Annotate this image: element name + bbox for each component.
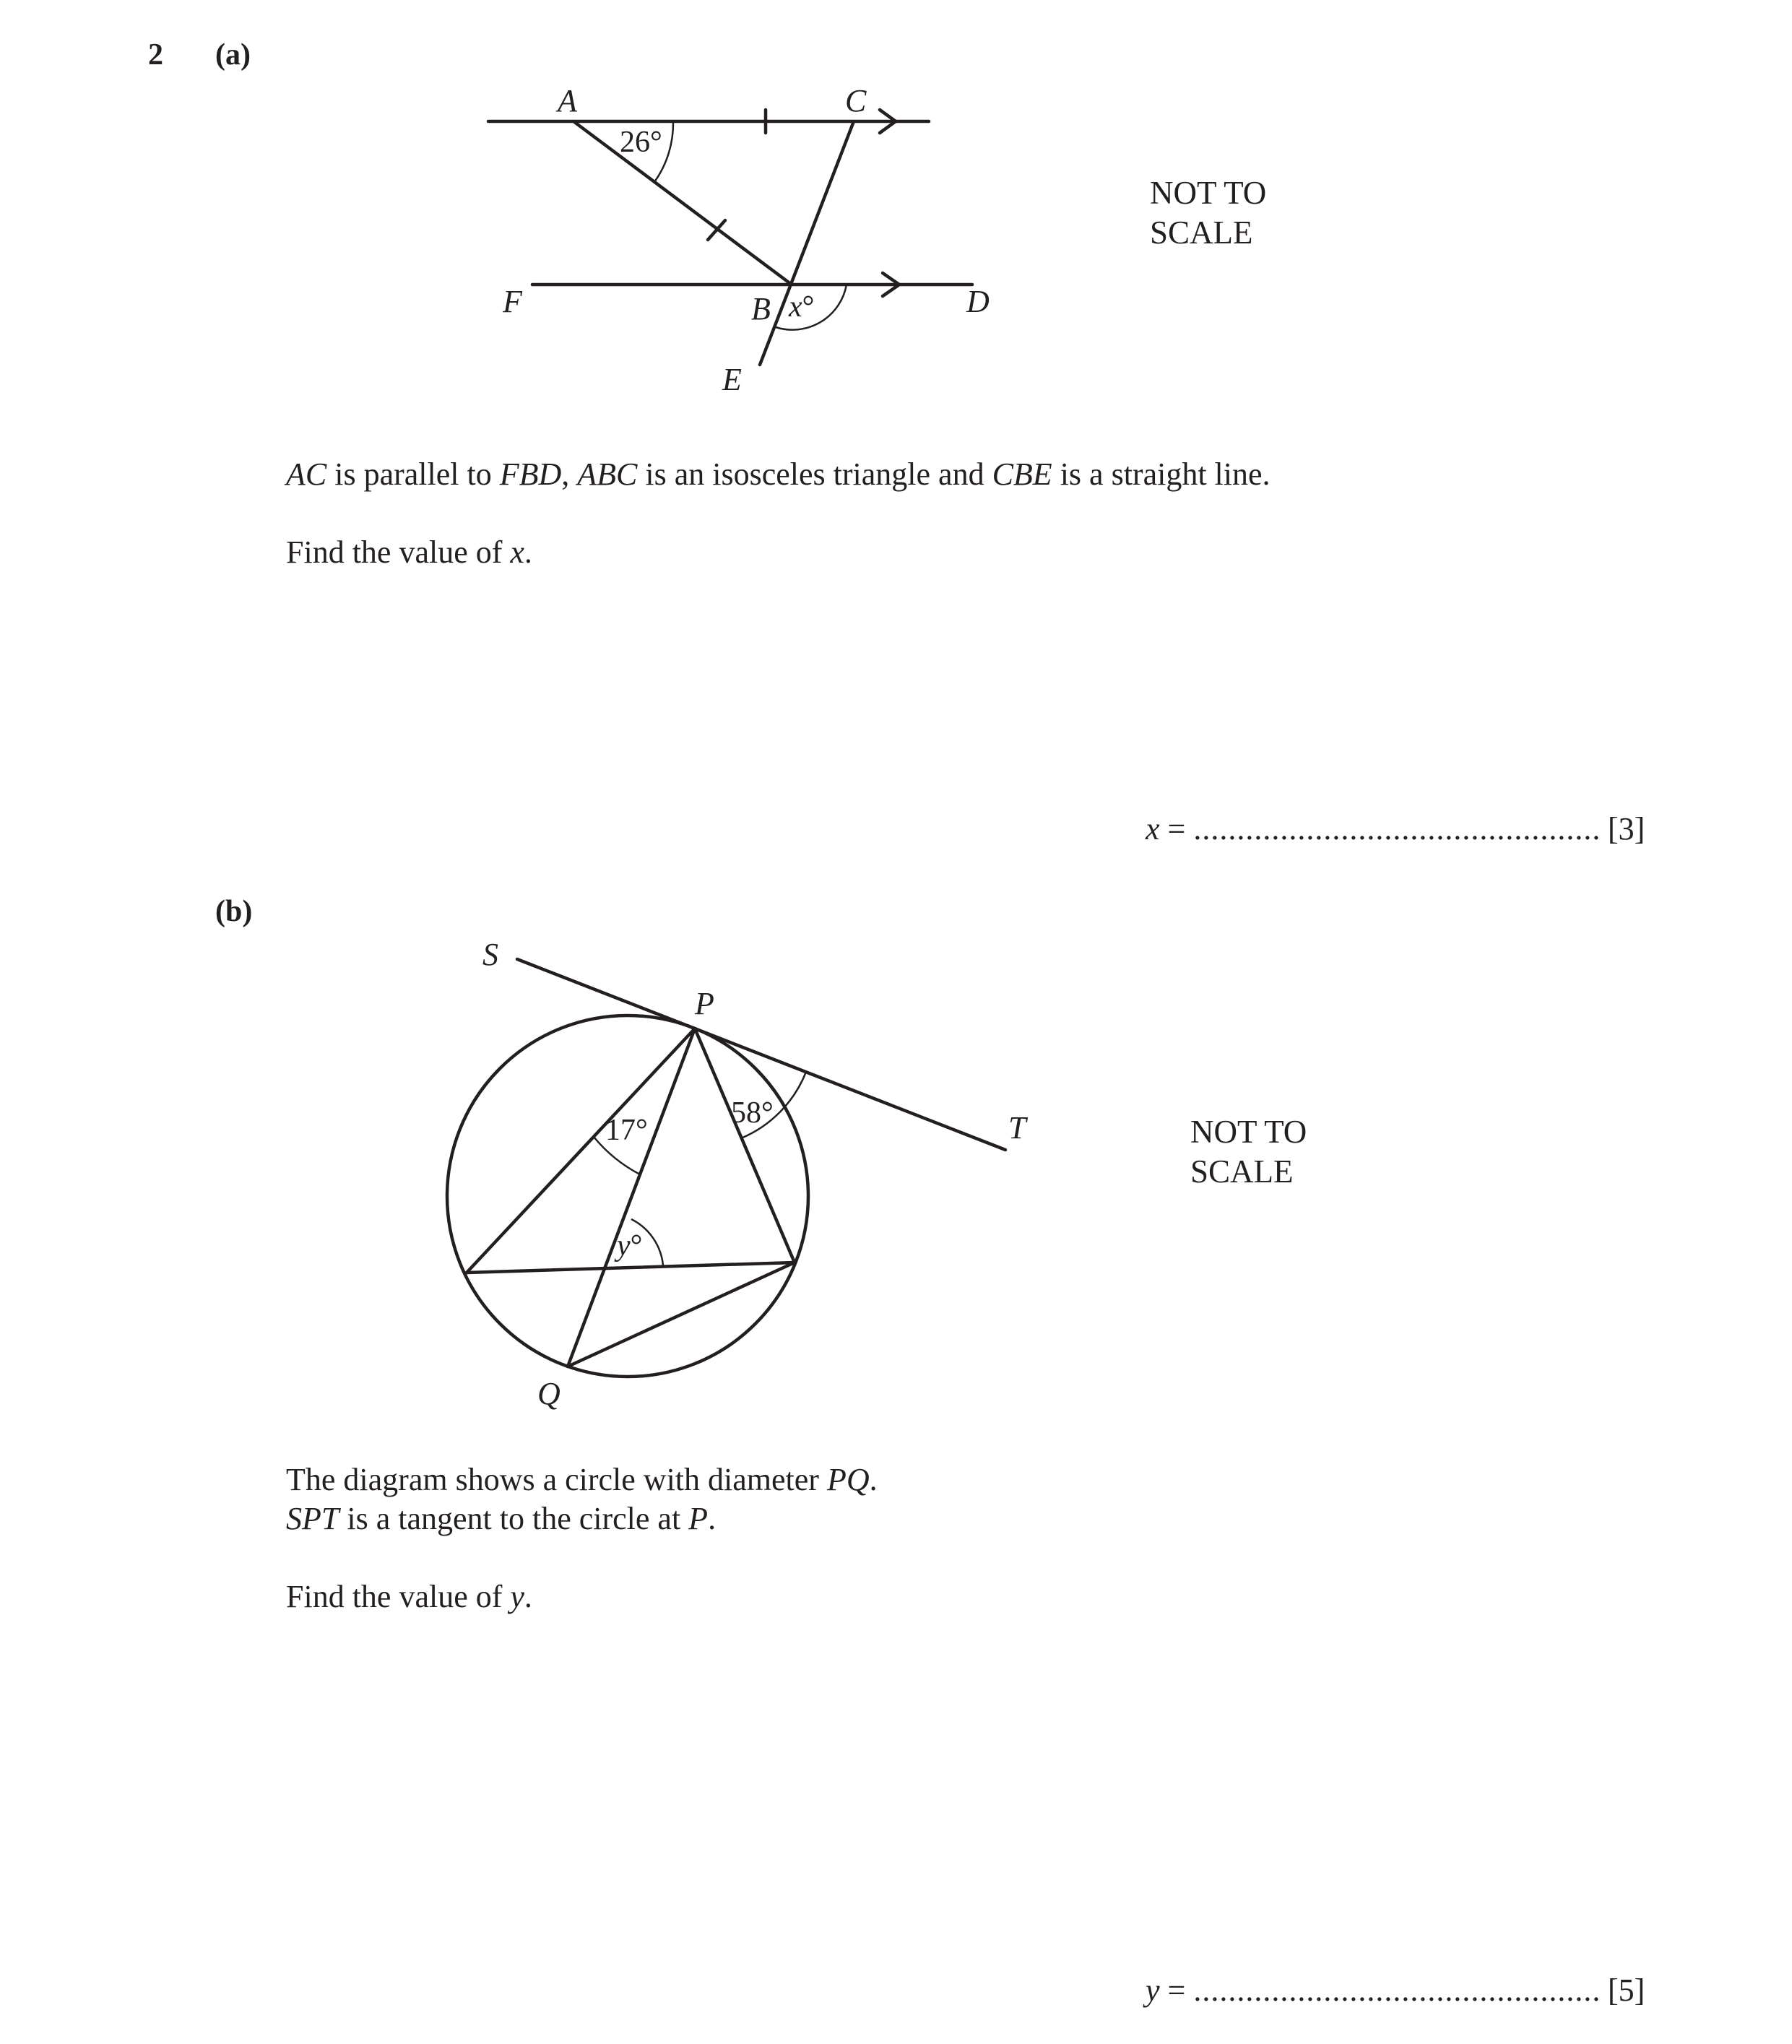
angle-17-label: 17°: [605, 1114, 648, 1147]
text-ac: AC: [286, 456, 327, 492]
text-cbe: CBE: [992, 456, 1052, 492]
part-b-statement-2: [286, 1499, 716, 1538]
circle: [447, 1015, 808, 1377]
not-to-scale-b-line2: SCALE: [1190, 1153, 1294, 1190]
answer-b-var: y: [1146, 1972, 1160, 2008]
instruction-a-var: x: [510, 534, 524, 570]
angle-26-label: 26°: [620, 126, 662, 159]
text-fbd: FBD: [499, 456, 562, 492]
text-abc: ABC: [577, 456, 638, 492]
text-pq: PQ: [826, 1462, 870, 1497]
part-b-statement-1: [286, 1460, 878, 1499]
instruction-b-period: .: [524, 1579, 532, 1614]
answer-a-dots[interactable]: ...............................................: [1193, 811, 1601, 846]
label-s: S: [482, 937, 498, 972]
angle-y-degree: °: [630, 1229, 643, 1263]
answer-b-dots[interactable]: ...............................................: [1193, 1972, 1601, 2008]
text-parallel: is parallel to: [326, 456, 500, 492]
angle-y-label: [614, 1229, 642, 1263]
part-b-instruction: [286, 1577, 532, 1616]
label-e: E: [722, 362, 742, 397]
text-isosceles: is an isosceles triangle and: [637, 456, 992, 492]
label-d: D: [966, 284, 990, 319]
instruction-b-text: Find the value of: [286, 1579, 511, 1614]
text-spt: SPT: [286, 1501, 339, 1536]
statement-b1-text: The diagram shows a circle with diameter: [286, 1462, 827, 1497]
statement-b2-period: .: [708, 1501, 717, 1536]
marks-a: [3]: [1608, 811, 1645, 846]
not-to-scale-a-line2: SCALE: [1150, 215, 1253, 251]
label-a: A: [558, 83, 577, 118]
question-number: 2: [148, 38, 163, 72]
marks-b: [5]: [1608, 1972, 1645, 2008]
instruction-b-var: y: [510, 1579, 524, 1614]
label-b: B: [751, 291, 771, 326]
part-a-label: (a): [215, 38, 251, 72]
statement-b2-text: is a tangent to the circle at: [339, 1501, 689, 1536]
part-b-label: (b): [215, 895, 253, 928]
not-to-scale-a-line1: NOT TO: [1150, 175, 1267, 211]
angle-x-variable: x: [789, 290, 802, 324]
chord-pl: [467, 1029, 695, 1273]
text-p: P: [688, 1501, 709, 1536]
not-to-scale-b-line1: NOT TO: [1190, 1114, 1307, 1150]
instruction-a-period: .: [524, 534, 532, 570]
angle-x-degree: °: [802, 290, 815, 324]
label-f: F: [503, 284, 522, 319]
angle-y-variable: y: [617, 1229, 631, 1263]
label-c: C: [845, 83, 867, 118]
statement-b1-period: .: [869, 1462, 878, 1497]
not-to-scale-b: [1190, 1112, 1307, 1192]
answer-a-eq: =: [1159, 811, 1194, 846]
instruction-a-text: Find the value of: [286, 534, 511, 570]
label-p: P: [695, 986, 714, 1021]
angle-58-label: 58°: [731, 1096, 774, 1130]
answer-b-eq: =: [1159, 1972, 1194, 2008]
chord-pr: [695, 1029, 795, 1263]
text-straight-line: is a straight line.: [1052, 456, 1271, 492]
chord-lr: [467, 1263, 795, 1273]
label-t: T: [1008, 1110, 1026, 1146]
text-comma: ,: [561, 456, 578, 492]
answer-a-var: x: [1146, 811, 1160, 846]
label-q: Q: [537, 1376, 560, 1411]
answer-line-b[interactable]: [1146, 1972, 1601, 2009]
